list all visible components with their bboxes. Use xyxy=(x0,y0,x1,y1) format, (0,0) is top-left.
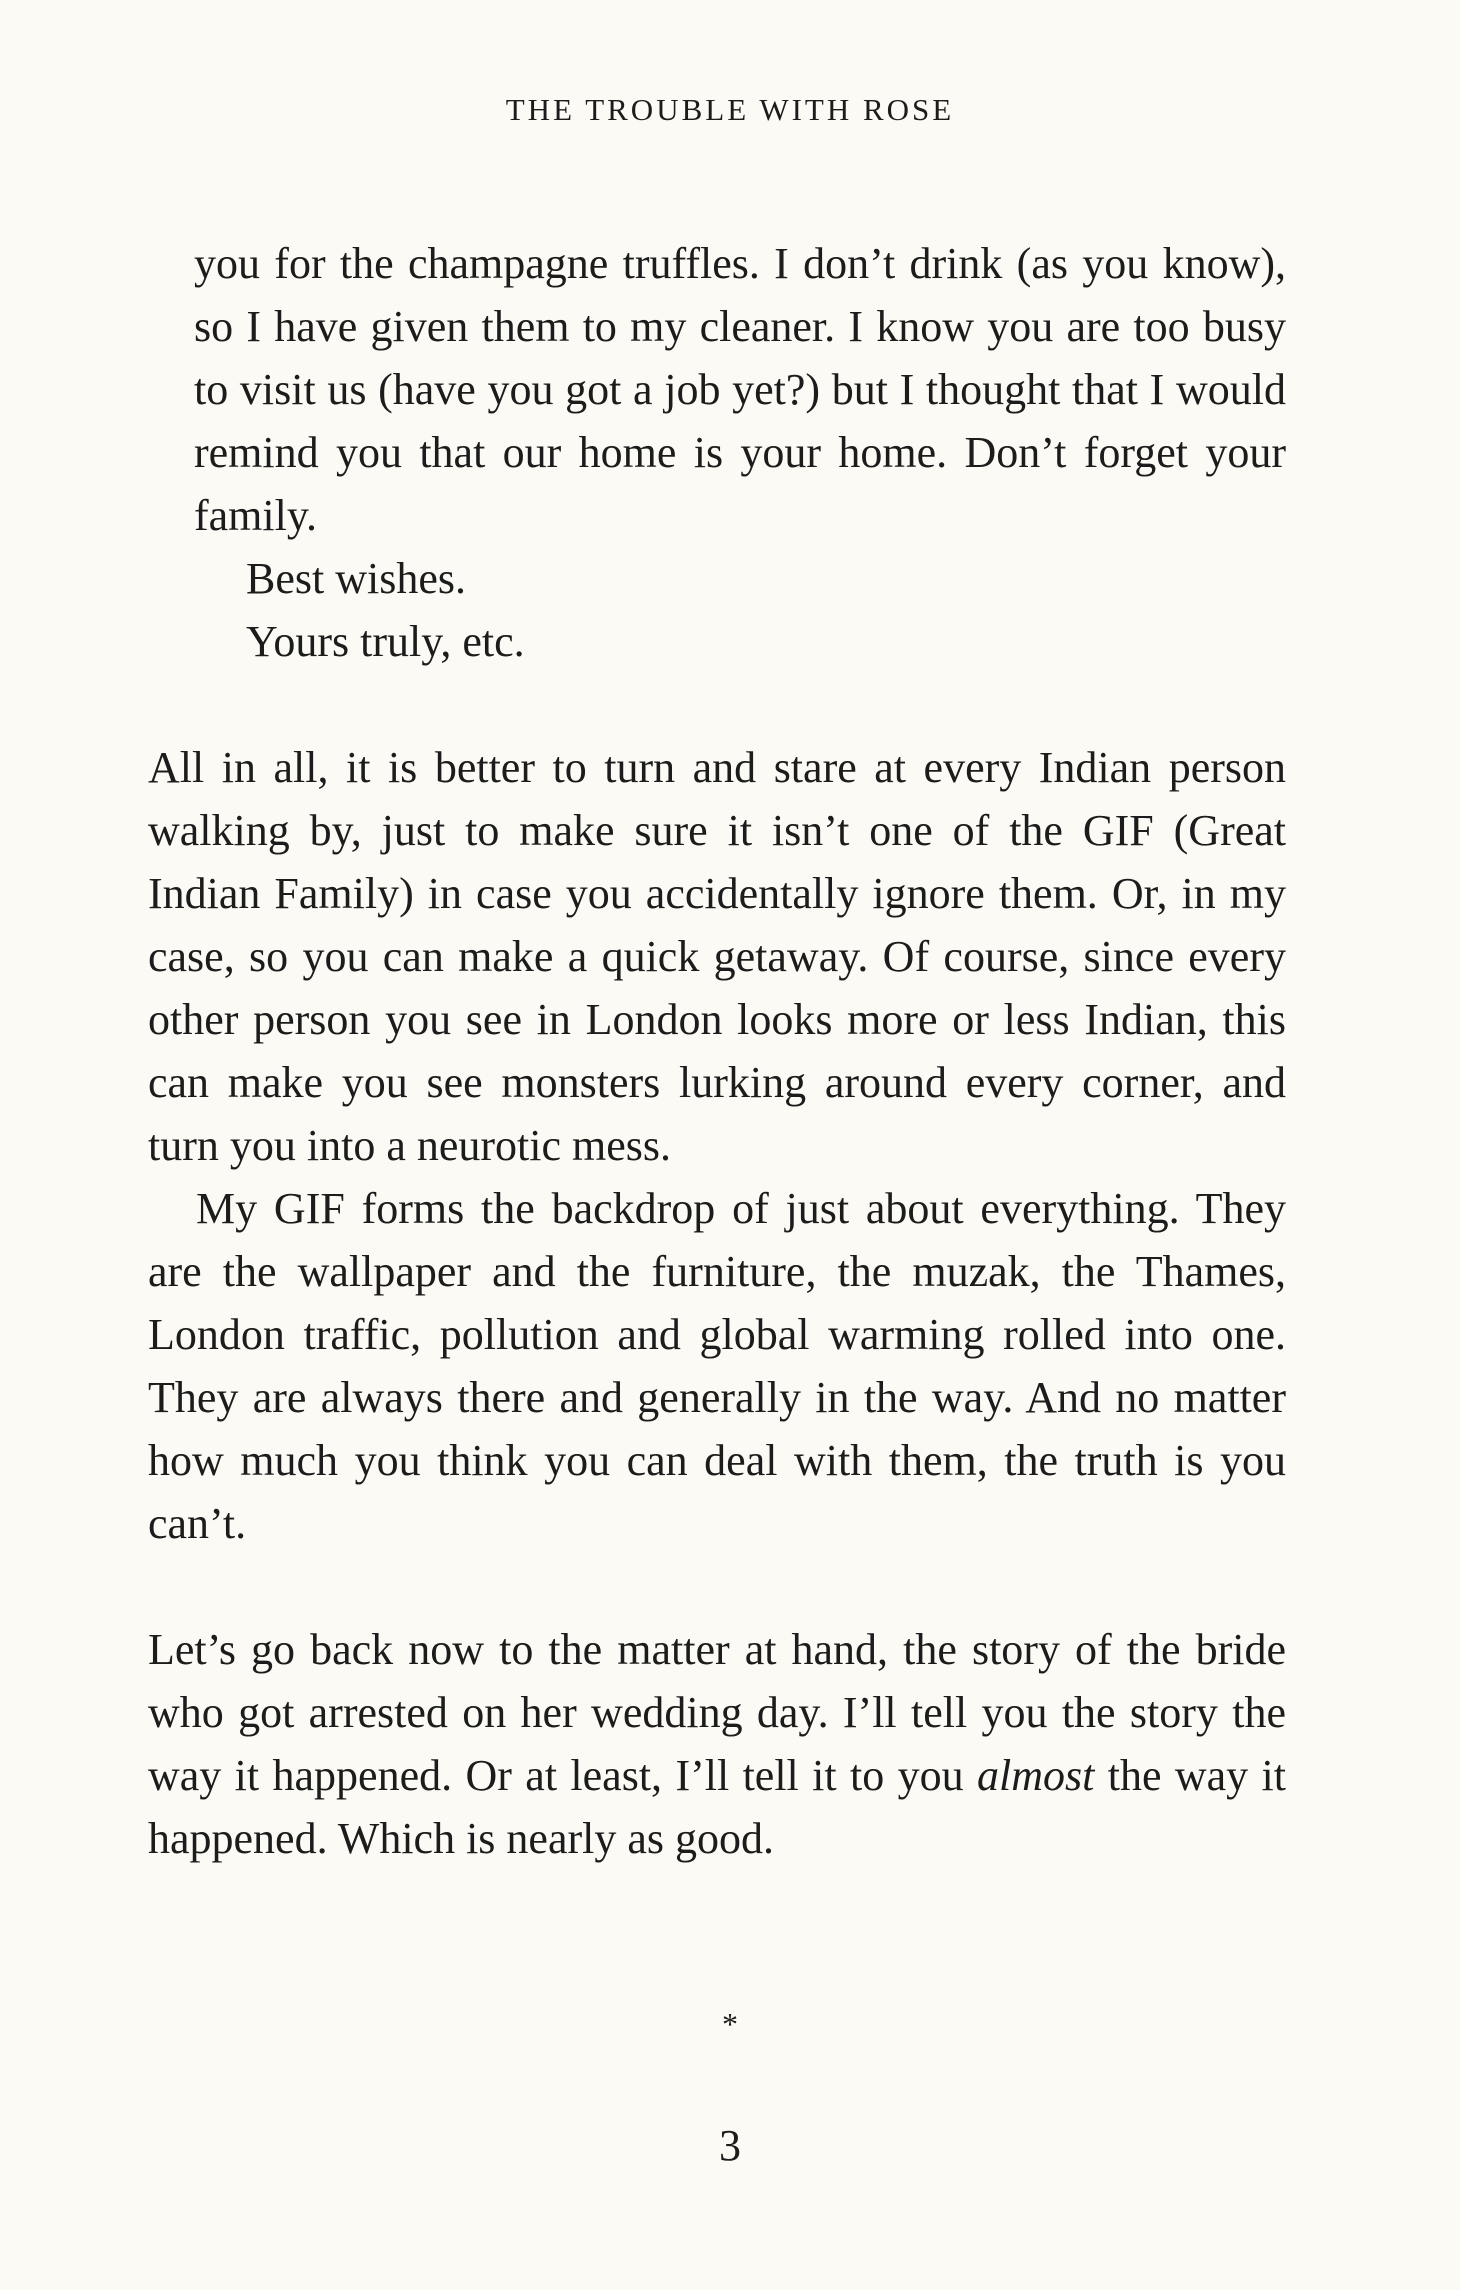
running-head: THE TROUBLE WITH ROSE xyxy=(505,92,955,127)
paragraph-3-end: the way it happened. Which is nearly as good. xyxy=(148,1751,1286,1863)
paragraph-3 xyxy=(148,1618,1286,1870)
letter-excerpt xyxy=(148,232,1286,673)
paragraph-3-start: Let’s go back now to the matter at hand, the story of the bride who got arrested on her wedding day. I’ll tell you the story the way it happened. Or at least, I’ll tell it to you xyxy=(148,1625,1286,1800)
letter-body: you for the champagne truffles. I don’t drink (as you know), so I have given them to my cleaner. I know you are too busy to visit us (have you got a job yet?) but I thought that I would remind you that our home is your home. Don’t forget your family. xyxy=(194,239,1286,540)
letter-closing: Best wishes. xyxy=(246,554,466,603)
page-number: 3 xyxy=(719,2121,741,2170)
section-gap xyxy=(148,1555,1286,1618)
section-gap xyxy=(148,673,1286,736)
letter-signature: Yours truly, etc. xyxy=(246,617,525,666)
body-text xyxy=(148,232,1286,1870)
emphasis-almost: almost xyxy=(976,1751,1095,1800)
scene-break-asterisk: * xyxy=(722,2006,738,2042)
paragraph-1: All in all, it is better to turn and stare at every Indian person walking by, just to make sure it isn’t one of the GIF (Great Indian Family) in case you accidentally ignore them. Or, in my case, so you can make a quick getaway. Of course, since every other person you see in London looks more or less Indian, this can make you see monsters lurking around every corner, and turn you into a neurotic mess. xyxy=(148,743,1286,1170)
paragraph-2: My GIF forms the backdrop of just about everything. They are the wallpaper and the furniture, the muzak, the Thames, London traffic, pollution and global warming rolled into one. They are always there and generally in the way. And no matter how much you think you can deal with them, the truth is you can’t. xyxy=(148,1184,1286,1548)
